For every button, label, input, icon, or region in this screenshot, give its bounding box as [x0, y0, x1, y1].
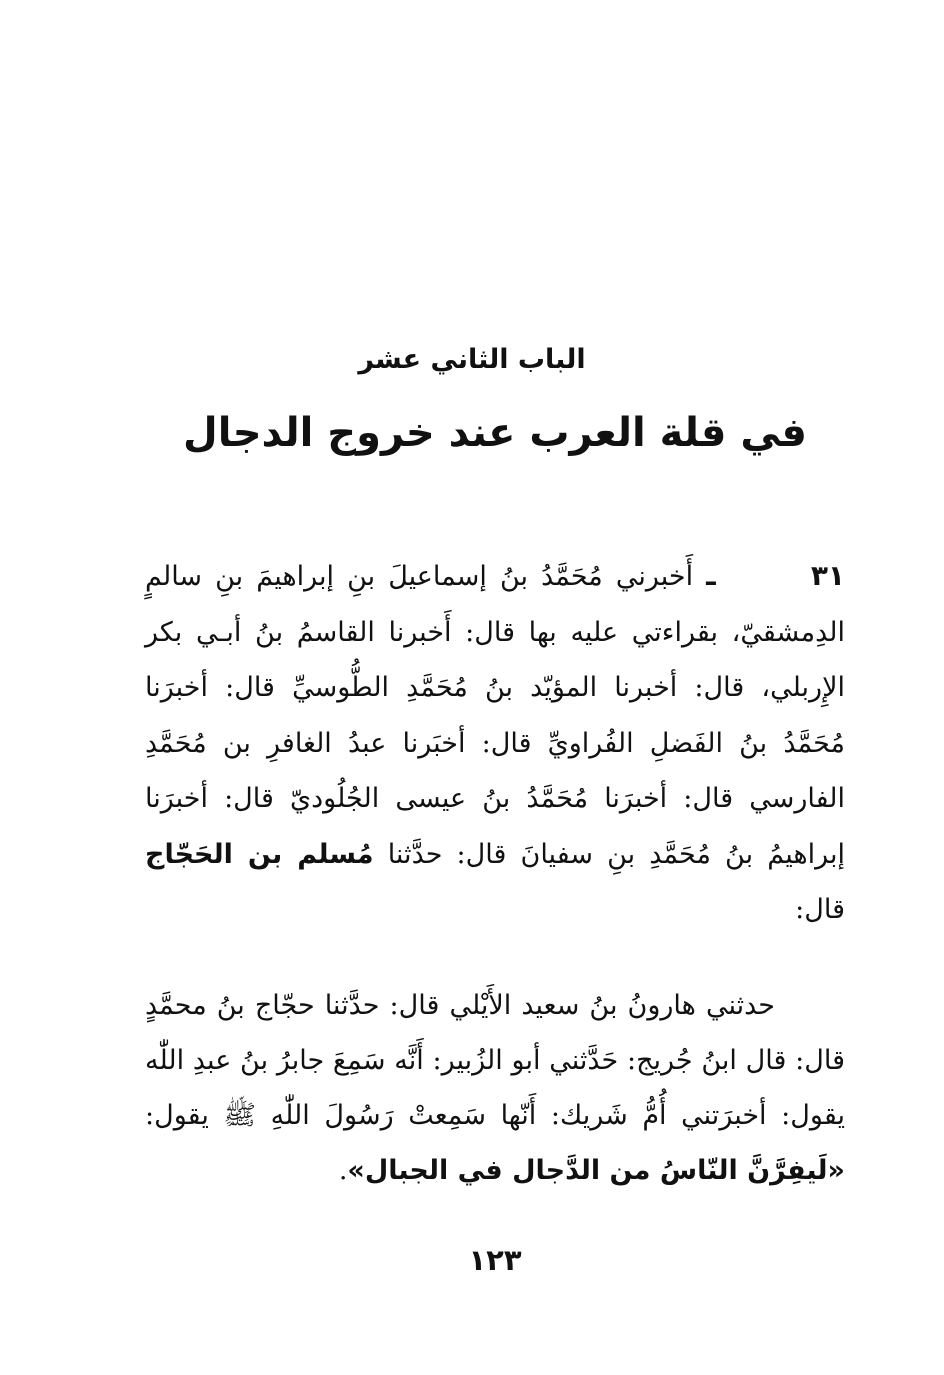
- quote-end: .: [338, 1155, 348, 1186]
- matn-text: حدثني هارونُ بنُ سعيد الأَيْلي قال: حدَّثنا حجّاج بنُ محمَّدٍ قال: قال ابنُ جُريج: حَدَّثني أبو الزُبير: أَنَّه سَمِعَ جابرُ بنُ عبدِ اللّٰه يقول: أخبرَتني أُمُّ شَريك: أَنّها سَمِعتْ رَسُولَ اللّٰهِ ﷺ يقول:: [145, 990, 845, 1131]
- author-name: مُسلم بن الحَجّاج: [145, 838, 374, 870]
- paragraph-indent: [729, 561, 811, 592]
- isnad-text-end: قال:: [795, 894, 845, 925]
- hadith-isnad-paragraph: [145, 548, 845, 938]
- prophetic-quote: «لَيفِرَّنَّ النّاسُ من الدَّجال في الجبال»: [347, 1155, 845, 1186]
- chapter-title: في قلة العرب عند خروج الدجال: [182, 410, 807, 456]
- isnad-text: أَخبرني مُحَمَّدُ بنُ إسماعيلَ بنِ إبراهيمَ بنِ سالمٍ الدِمشقيّ، بقراءتي عليه بها قال: أَخبرنا القاسمُ بنُ أبـي بكر الإِربلي، قال: أخبرنا المؤيّد بنُ مُحَمَّدِ الطُّوسيِّ قال: أخبرَنا مُحَمَّدُ بنُ الفَضلِ الفُراويِّ قال: أخبَرنا عبدُ الغافرِ بن مُحَمَّدِ الفارسي قال: أخبرَنا مُحَمَّدُ بنُ عيسى الجُلُوديّ قال: أخبرَنا إبراهيمُ بنُ مُحَمَّدِ بنِ سفيانَ قال: حدَّثنا: [145, 561, 845, 870]
- hadith-dash: ـ: [706, 559, 716, 592]
- hadith-matn-paragraph: [145, 978, 845, 1198]
- chapter-number: الباب الثاني عشر: [358, 344, 586, 375]
- hadith-number: ٣١: [810, 559, 845, 592]
- paragraph-indent: [775, 990, 845, 1021]
- page-number: ١٢٣: [468, 1243, 522, 1277]
